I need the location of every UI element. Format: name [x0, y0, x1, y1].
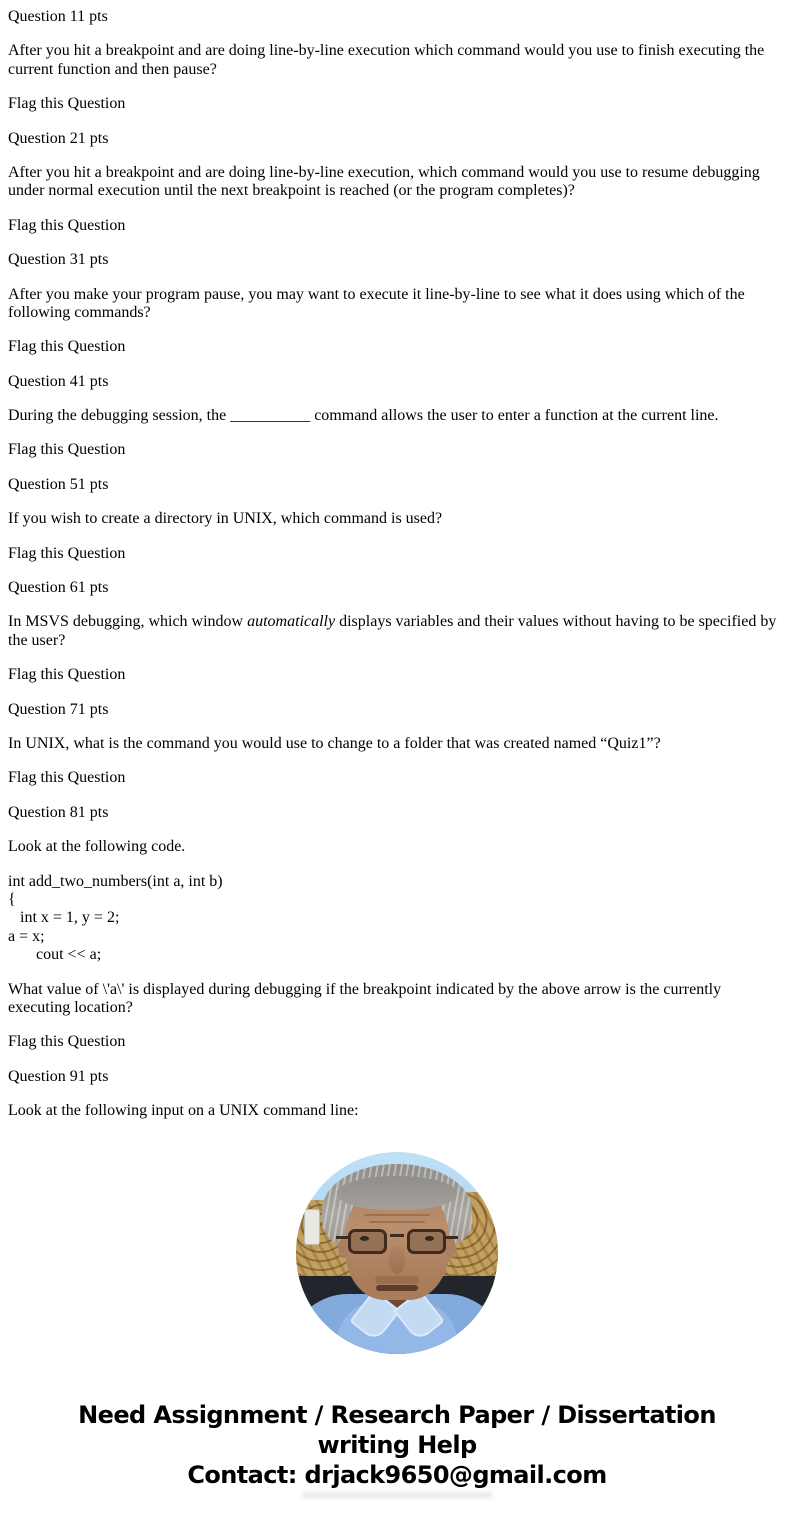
question-header: Question 71 pts — [8, 700, 109, 718]
question-text: Look at the following input on a UNIX command line: — [8, 1102, 359, 1120]
question-text: If you wish to create a directory in UNIX, which command is used? — [8, 510, 443, 528]
question-text: In UNIX, what is the command you would use to change to a folder that was created named “Quiz1”? — [8, 734, 661, 752]
question-header: Question 31 pts — [8, 251, 109, 269]
footer-ad-line: Need Assignment / Research Paper / Dissertation — [78, 1401, 716, 1430]
photo-glasses-bridge — [390, 1234, 404, 1237]
photo-glasses-lens — [348, 1229, 387, 1254]
footer-contact-line — [8, 1460, 786, 1490]
photo-nose — [389, 1246, 405, 1274]
question-text: What value of \'a\' is displayed during debugging if the breakpoint indicated by the above arrow is the currently executing location? — [8, 980, 722, 1016]
question-header: Question 91 pts — [8, 1067, 109, 1085]
portrait-photo — [296, 1152, 498, 1354]
question-header: Question 11 pts — [8, 8, 108, 25]
question-header: Question 81 pts — [8, 803, 109, 821]
question-text — [8, 613, 786, 650]
flag-question-link[interactable]: Flag this Question — [8, 441, 126, 459]
code-line: int x = 1, y = 2; — [8, 909, 120, 927]
footer-ad — [8, 1400, 786, 1490]
question-header: Question 61 pts — [8, 579, 109, 597]
photo-glasses-lens — [407, 1229, 446, 1254]
code-line: a = x; — [8, 927, 45, 945]
question-text-part: displays variables and their values without having to be specified by the user? — [8, 613, 777, 649]
photo-forehead-wrinkle — [364, 1214, 430, 1216]
code-line: { — [8, 890, 16, 908]
question-text: After you hit a breakpoint and are doing line-by-line execution, which command would you use to resume debugging under normal execution until the next breakpoint is reached (or the program completes)? — [8, 163, 760, 200]
question-text: After you make your program pause, you may want to execute it line-by-line to see what it does using which of the following commands? — [8, 285, 745, 321]
question-text-italic: automatically — [247, 613, 336, 631]
question-header: Question 21 pts — [8, 129, 109, 147]
photo-switch-plate — [305, 1210, 319, 1244]
flag-question-link[interactable]: Flag this Question — [8, 338, 126, 356]
contact-email: drjack9650@gmail.com — [304, 1461, 607, 1490]
photo-mouth — [376, 1285, 418, 1291]
flag-question-link[interactable]: Flag this Question — [8, 95, 126, 113]
contact-label: Contact: — [187, 1461, 305, 1490]
quiz-document — [8, 8, 786, 1120]
photo-philtrum-shadow — [375, 1276, 419, 1284]
flag-question-link[interactable]: Flag this Question — [8, 216, 126, 234]
flag-question-link[interactable]: Flag this Question — [8, 666, 126, 684]
footer-ad-line: writing Help — [317, 1431, 477, 1460]
photo-forehead-wrinkle — [369, 1221, 425, 1223]
question-text: After you hit a breakpoint and are doing line-by-line execution which command would you use to finish executing the current function and then pause? — [8, 42, 765, 78]
question-text-part: In MSVS debugging, which window — [8, 613, 248, 631]
photo-hairline — [337, 1176, 457, 1210]
code-line: cout << a; — [8, 946, 102, 964]
faded-text-artifact — [302, 1492, 492, 1498]
question-header: Question 41 pts — [8, 372, 109, 390]
photo-glasses-temple — [444, 1236, 458, 1239]
question-text: During the debugging session, the __________ command allows the user to enter a function at the current line. — [8, 407, 719, 425]
question-header: Question 51 pts — [8, 475, 109, 493]
code-line: int add_two_numbers(int a, int b) — [8, 872, 223, 890]
flag-question-link[interactable]: Flag this Question — [8, 769, 126, 787]
code-block — [8, 873, 786, 965]
flag-question-link[interactable]: Flag this Question — [8, 1033, 126, 1051]
question-intro: Look at the following code. — [8, 838, 186, 856]
flag-question-link[interactable]: Flag this Question — [8, 544, 126, 562]
